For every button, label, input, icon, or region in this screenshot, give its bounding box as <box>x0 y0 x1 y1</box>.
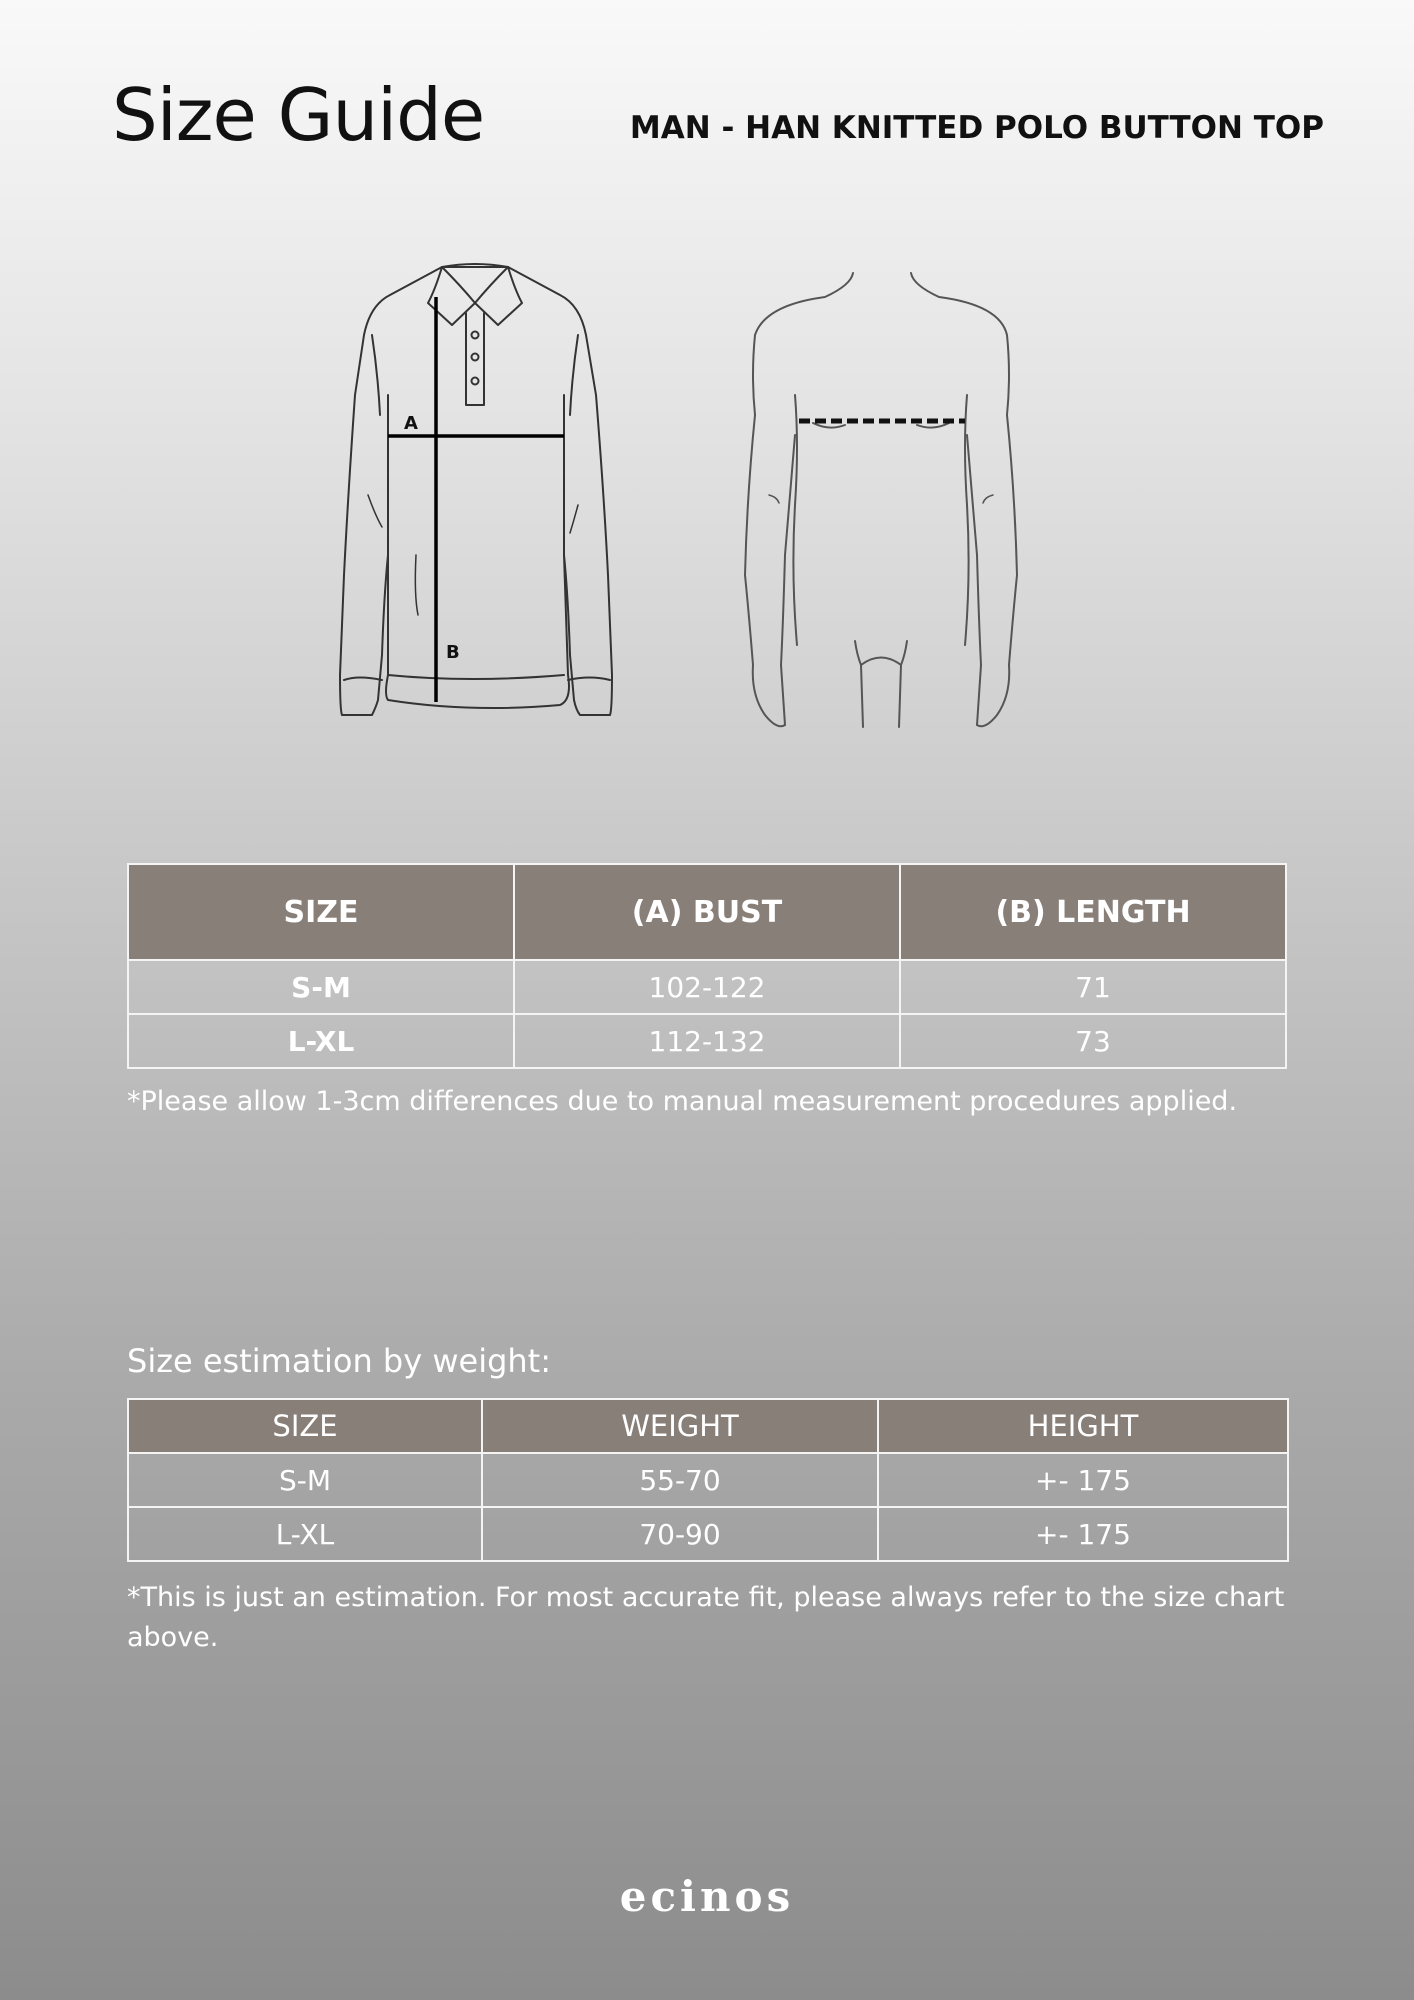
weight-section-heading: Size estimation by weight: <box>127 1342 551 1380</box>
table-row <box>128 1507 1288 1561</box>
size-cell: L-XL <box>128 1014 514 1068</box>
weight-cell: 70-90 <box>482 1507 878 1561</box>
measurement-illustrations <box>300 245 1060 775</box>
size-chart-header-row <box>128 864 1286 960</box>
weight-chart-header-weight: WEIGHT <box>482 1399 878 1453</box>
product-title: MAN - HAN KNITTED POLO BUTTON TOP <box>629 110 1324 146</box>
weight-chart-table <box>127 1398 1289 1562</box>
length-cell: 71 <box>900 960 1286 1014</box>
weight-chart-note: *This is just an estimation. For most accurate fit, please always refer to the size chart above. <box>127 1582 1285 1653</box>
table-row <box>128 1453 1288 1507</box>
size-chart-table <box>127 863 1287 1069</box>
size-chart-header-size: SIZE <box>128 864 514 960</box>
table-row <box>128 960 1286 1014</box>
size-chart-header-bust: (A) BUST <box>514 864 900 960</box>
table-row <box>128 1014 1286 1068</box>
height-cell: +- 175 <box>878 1507 1288 1561</box>
bust-cell: 102-122 <box>514 960 900 1014</box>
page-title: Size Guide <box>112 73 485 157</box>
measure-label-a: A <box>404 413 418 434</box>
measure-label-b: B <box>446 642 460 663</box>
body-measurement-illustration <box>725 245 1035 765</box>
height-cell: +- 175 <box>878 1453 1288 1507</box>
weight-cell: 55-70 <box>482 1453 878 1507</box>
size-chart-header-length: (B) LENGTH <box>900 864 1286 960</box>
brand-logo: ecinos <box>619 1872 795 1921</box>
size-cell: L-XL <box>128 1507 482 1561</box>
size-cell: S-M <box>128 960 514 1014</box>
bust-cell: 112-132 <box>514 1014 900 1068</box>
weight-chart-header-size: SIZE <box>128 1399 482 1453</box>
weight-chart-header-height: HEIGHT <box>878 1399 1288 1453</box>
size-chart-note: *Please allow 1-3cm differences due to manual measurement procedures applied. <box>127 1086 1238 1117</box>
polo-shirt-illustration <box>320 255 700 725</box>
size-cell: S-M <box>128 1453 482 1507</box>
length-cell: 73 <box>900 1014 1286 1068</box>
weight-chart-header-row <box>128 1399 1288 1453</box>
